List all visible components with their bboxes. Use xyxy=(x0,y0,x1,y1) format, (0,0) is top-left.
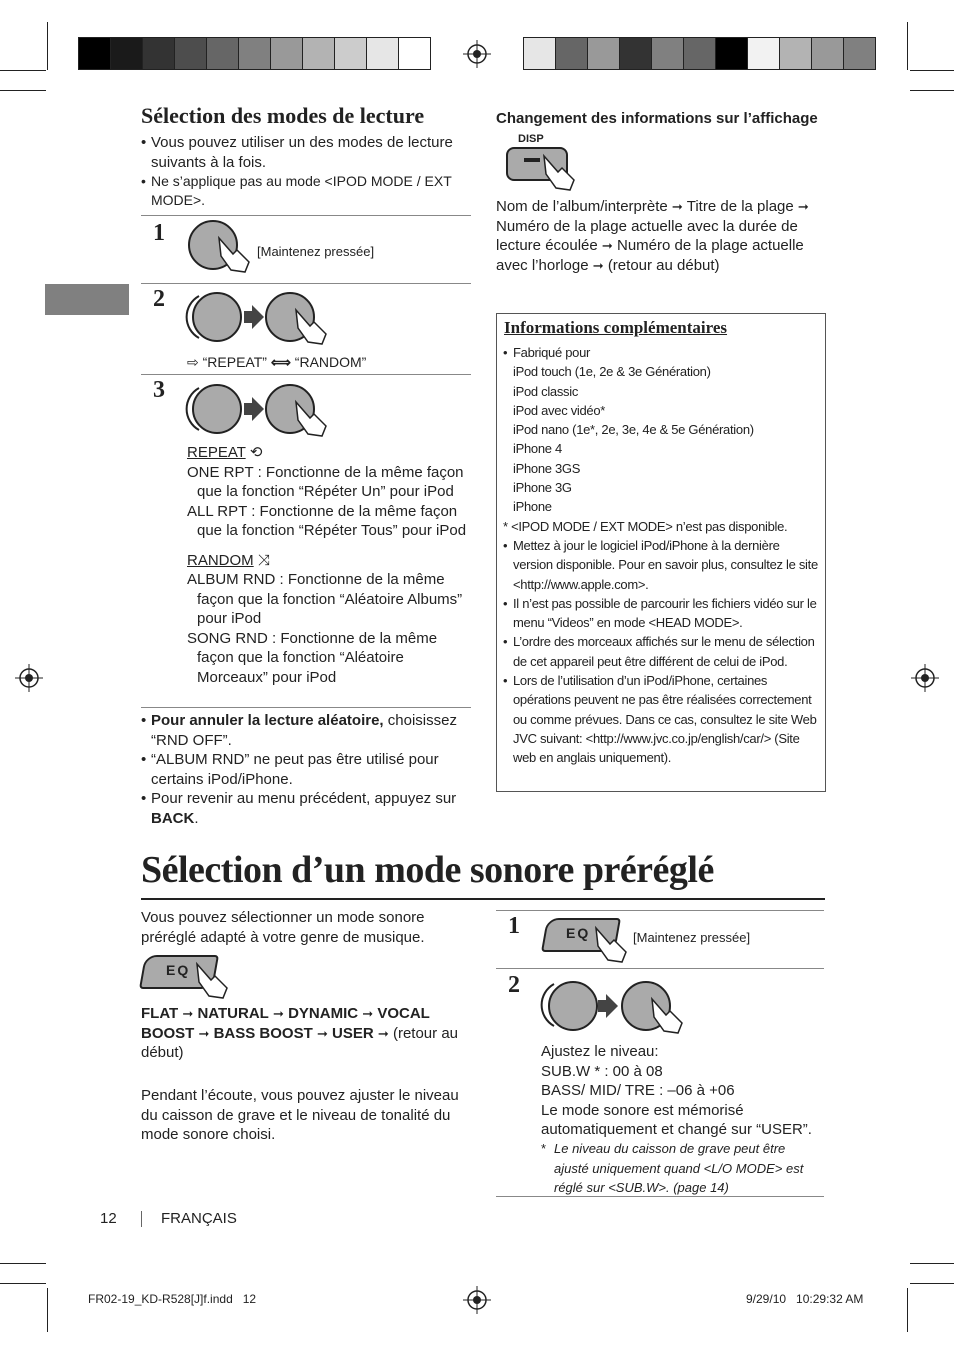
arrow-right-icon: ➞ xyxy=(592,257,604,273)
rotate-arrow-icon xyxy=(185,380,245,438)
pointing-hand-icon xyxy=(648,993,692,1037)
arrow-right-icon: ➞ xyxy=(316,1025,328,1041)
step3-details xyxy=(187,443,469,687)
crop-mark xyxy=(910,70,954,71)
color-swatch xyxy=(271,38,303,69)
color-swatch xyxy=(844,38,875,69)
color-swatch xyxy=(652,38,684,69)
list-item xyxy=(141,711,473,750)
sequence-item: Titre de la plage xyxy=(686,198,794,215)
arrow-right-icon: ➞ xyxy=(797,199,809,214)
instruction-line: Le mode sonore est mémorisé automatiquement et changé sur “USER”. xyxy=(541,1101,812,1138)
divider xyxy=(141,374,471,375)
rotate-arrow-icon xyxy=(185,288,245,346)
random-option: “RANDOM” xyxy=(294,354,367,370)
list-item: • Il n’est pas possible de parcourir les fichiers vidéo sur le menu “Videos” en mode <HEAD MODE>. xyxy=(503,594,821,633)
repeat-random-toggle xyxy=(187,354,366,371)
rotate-arrow-icon xyxy=(540,976,600,1034)
step-number: 3 xyxy=(153,377,165,403)
arrow-right-icon: ➞ xyxy=(601,238,613,253)
print-date: 9/29/10 10:29:32 AM xyxy=(746,1292,864,1306)
color-swatch xyxy=(111,38,143,69)
adjust-text: Pendant l’écoute, vous pouvez ajuster le niveau du caisson de grave et le niveau de tonalité du mode sonore choisi. xyxy=(141,1087,459,1143)
crop-mark xyxy=(0,90,46,91)
device-item: iPhone 3G xyxy=(513,480,572,496)
display-sequence xyxy=(496,197,826,275)
footnote: * <IPOD MODE / EXT MODE> n’est pas disponible. xyxy=(503,518,788,534)
device-item: iPod classic xyxy=(513,383,579,399)
device-list xyxy=(503,362,821,516)
divider xyxy=(141,283,471,284)
arrow-right-icon: ➞ xyxy=(182,1006,194,1021)
color-swatch xyxy=(367,38,399,69)
color-swatch xyxy=(780,38,812,69)
mode-user: USER xyxy=(332,1024,374,1042)
random-label: RANDOM xyxy=(187,551,254,569)
double-arrow-icon: ⟺ xyxy=(270,354,295,370)
info-bullets xyxy=(503,536,821,768)
eq-label: EQ xyxy=(166,962,191,978)
color-swatch xyxy=(716,38,748,69)
list-item: • Vous pouvez utiliser un des modes de lecture suivants à la fois. xyxy=(141,133,471,172)
subwoofer-footnote xyxy=(541,1139,821,1198)
instruction-line: SUB.W * : 00 à 08 xyxy=(541,1062,663,1080)
color-swatch xyxy=(303,38,335,69)
instruction-line: BASS/ MID/ TRE : –06 à +06 xyxy=(541,1082,735,1099)
footer-separator xyxy=(141,1211,142,1227)
crop-mark xyxy=(0,70,46,71)
registration-mark-icon xyxy=(463,1286,491,1314)
repeat-option: “REPEAT” xyxy=(202,354,267,370)
device-item: iPhone xyxy=(513,499,552,515)
back-to-start: (retour au début) xyxy=(141,1024,459,1061)
mode-natural: NATURAL xyxy=(197,1005,269,1022)
sound-mode-sequence xyxy=(141,1004,471,1063)
pointing-hand-icon xyxy=(193,958,237,1002)
pointing-hand-icon xyxy=(592,922,636,966)
eq-label: EQ xyxy=(566,925,591,941)
color-swatch xyxy=(399,38,430,69)
next-arrow-icon xyxy=(244,305,264,329)
all-rpt-description: ALL RPT : Fonctionne de la même façon que la fonction “Répéter Tous” pour iPod xyxy=(187,502,467,539)
device-item: iPhone 3GS xyxy=(513,460,581,476)
mode-bass-boost: BASS BOOST xyxy=(213,1024,313,1042)
asterisk-mark: * xyxy=(541,1141,547,1156)
arrow-right-icon: ➞ xyxy=(671,199,683,214)
random-heading xyxy=(187,551,469,571)
list-item xyxy=(141,789,473,828)
color-swatch xyxy=(620,38,652,69)
color-swatch xyxy=(143,38,175,69)
color-swatch xyxy=(335,38,367,69)
divider xyxy=(141,707,471,708)
crop-mark xyxy=(910,1263,954,1264)
color-swatch xyxy=(239,38,271,69)
registration-mark-icon xyxy=(463,40,491,68)
right-color-bar xyxy=(523,37,876,70)
repeat-icon: ⟲ xyxy=(249,444,263,461)
repeat-label: REPEAT xyxy=(187,444,246,461)
device-item: iPod avec vidéo* xyxy=(513,402,606,418)
repeat-heading xyxy=(187,443,469,463)
divider xyxy=(141,215,471,216)
song-rnd-description: SONG RND : Fonctionne de la même façon que la fonction “Aléatoire Morceaux” pour iPod xyxy=(187,629,438,686)
section-title-playback-modes: Sélection des modes de lecture xyxy=(141,103,425,128)
footnote-text: Le niveau du caisson de grave peut être ajusté uniquement quand <L/O MODE> est réglé sur <SUB.W>. (page 14) xyxy=(554,1141,804,1195)
sequence-item: Nom de l’album/interprète xyxy=(496,198,668,215)
next-arrow-icon xyxy=(598,994,618,1018)
section-tab xyxy=(45,284,129,315)
divider xyxy=(496,910,824,911)
crop-mark xyxy=(47,1288,48,1332)
album-rnd-description: ALBUM RND : Fonctionne de la même façon que la fonction “Aléatoire Albums” pour iPod xyxy=(187,571,463,627)
made-for-label: • Fabriqué pour xyxy=(503,343,821,362)
color-swatch xyxy=(175,38,207,69)
title-underline xyxy=(141,898,825,900)
list-item: • L’ordre des morceaux affichés sur le menu de sélection de cet appareil peut être différent de celui de iPod. xyxy=(503,632,821,671)
sound-mode-title: Sélection d’un mode sonore préréglé xyxy=(141,849,714,891)
hold-note: [Maintenez pressée] xyxy=(257,244,375,259)
crop-mark xyxy=(0,1283,46,1284)
level-instructions xyxy=(541,1042,823,1140)
mode-dynamic: DYNAMIC xyxy=(288,1005,359,1022)
back-note-text: Pour revenir au menu précédent, appuyez sur xyxy=(151,790,457,807)
divider xyxy=(496,968,824,969)
arrow-right-icon: ➞ xyxy=(198,1025,210,1041)
registration-mark-icon xyxy=(15,664,43,692)
info-box-content xyxy=(503,343,821,768)
hold-note: [Maintenez pressée] xyxy=(633,930,751,945)
pointing-hand-icon xyxy=(540,150,584,194)
cancel-random-text: choisissez “RND OFF”. xyxy=(151,712,457,749)
cancel-random-bold: Pour annuler la lecture aléatoire, xyxy=(151,712,384,729)
crop-mark xyxy=(907,22,908,70)
left-color-bar xyxy=(78,37,431,70)
arrow-right-icon: ➞ xyxy=(362,1006,374,1021)
back-button-label: BACK xyxy=(151,809,195,827)
color-swatch xyxy=(524,38,556,69)
step-number: 2 xyxy=(508,972,520,998)
list-item: • Mettez à jour le logiciel iPod/iPhone à la dernière version disponible. Pour en savoir plus, consultez le site <http://www.apple.com>. xyxy=(503,536,821,594)
file-info: FR02-19_KD-R528[J]f.indd 12 xyxy=(88,1292,257,1306)
color-swatch xyxy=(812,38,844,69)
sequence-item: Numéro de la plage actuelle avec la durée de lecture écoulée xyxy=(496,217,798,254)
info-box-title: Informations complémentaires xyxy=(504,318,728,337)
page-number: 12 xyxy=(100,1210,117,1227)
step-number: 1 xyxy=(508,913,520,939)
pointing-hand-icon xyxy=(292,396,336,440)
mode-flat: FLAT xyxy=(141,1005,179,1022)
crop-mark xyxy=(910,90,954,91)
one-rpt-description: ONE RPT : Fonctionne de la même façon que la fonction “Répéter Un” pour iPod xyxy=(187,463,464,500)
sound-intro: Vous pouvez sélectionner un mode sonore préréglé adapté à votre genre de musique. xyxy=(141,909,425,946)
crop-mark xyxy=(910,1283,954,1284)
device-item: iPhone 4 xyxy=(513,441,562,457)
crop-mark xyxy=(47,22,48,70)
sequence-item: Numéro de la plage actuelle avec l’horloge xyxy=(496,237,804,274)
color-swatch xyxy=(79,38,111,69)
display-change-title: Changement des informations sur l’affichage xyxy=(496,110,818,127)
footer-language: FRANÇAIS xyxy=(161,1210,237,1227)
color-swatch xyxy=(684,38,716,69)
arrow-right-icon: ➞ xyxy=(377,1025,389,1041)
sequence-item: (retour au début) xyxy=(607,256,720,274)
pointing-hand-icon xyxy=(215,232,259,276)
color-swatch xyxy=(748,38,780,69)
notes-list xyxy=(141,711,473,828)
next-arrow-icon xyxy=(244,397,264,421)
instruction-line: Ajustez le niveau: xyxy=(541,1043,659,1060)
step-number: 1 xyxy=(153,220,165,246)
back-note-end: . xyxy=(194,809,199,827)
device-item: iPod nano (1e*, 2e, 3e, 4e & 5e Génération) xyxy=(513,422,754,438)
color-swatch xyxy=(556,38,588,69)
pointing-hand-icon xyxy=(292,304,336,348)
crop-mark xyxy=(0,1263,46,1264)
step-number: 2 xyxy=(153,286,165,312)
color-swatch xyxy=(588,38,620,69)
disp-slot-icon xyxy=(524,158,540,162)
intro-bullets xyxy=(141,133,471,210)
arrow-right-icon: ➞ xyxy=(273,1006,284,1021)
divider xyxy=(496,1196,824,1197)
arrow-outline-icon: ⇨ xyxy=(187,354,203,370)
mode-vocal-boost: VOCAL BOOST xyxy=(141,1005,430,1042)
color-swatch xyxy=(207,38,239,69)
disp-label: DISP xyxy=(518,133,544,145)
registration-mark-icon xyxy=(911,664,939,692)
shuffle-icon: ⤨ xyxy=(257,551,270,569)
list-item: • Ne s’applique pas au mode <IPOD MODE / EXT MODE>. xyxy=(141,172,471,210)
crop-mark xyxy=(907,1288,908,1332)
list-item: • “ALBUM RND” ne peut pas être utilisé pour certains iPod/iPhone. xyxy=(141,750,473,789)
list-item: • Lors de l’utilisation d’un iPod/iPhone, certaines opérations peuvent ne pas être réalisées correctement ou comme prévues. Dans ce cas, consultez le site Web JVC suivant: <http://www.jvc.co.jp/english/car/> (Site web en anglais uniquement). xyxy=(503,671,821,767)
device-item: iPod touch (1e, 2e & 3e Génération) xyxy=(513,364,711,380)
